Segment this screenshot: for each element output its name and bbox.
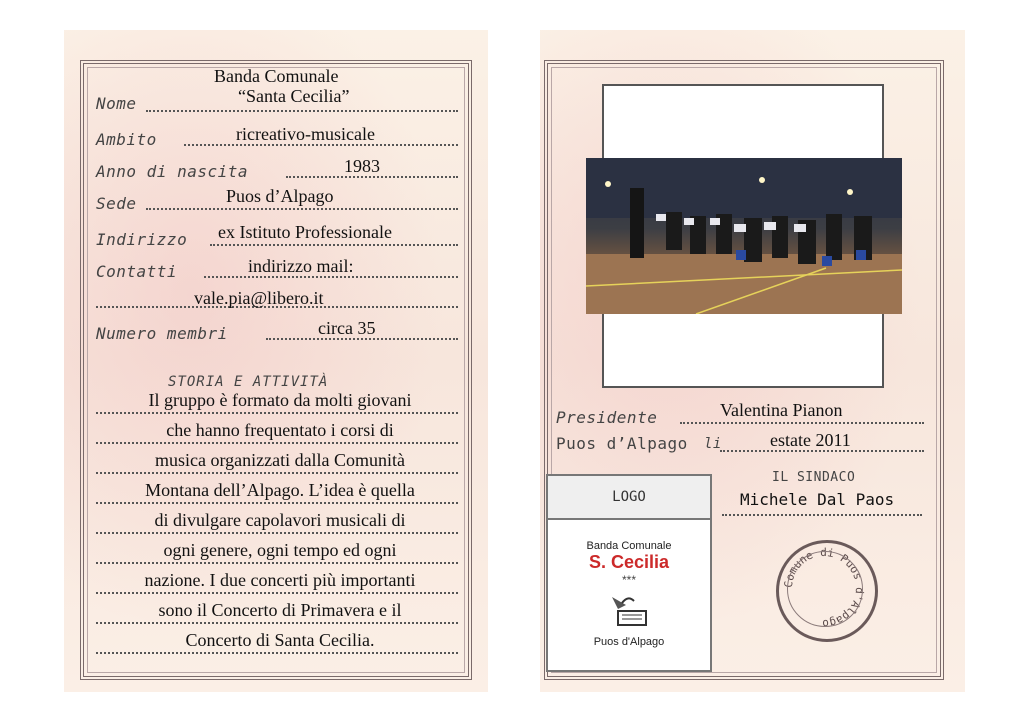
logo-box <box>546 474 712 672</box>
data-value: estate 2011 <box>770 430 851 450</box>
logo-line-3: Puos d'Alpago <box>593 636 665 648</box>
indirizzo-value: ex Istituto Professionale <box>218 222 392 242</box>
indirizzo-dots <box>210 244 458 246</box>
logo-stars: *** <box>621 573 636 587</box>
membri-value: circa 35 <box>318 318 376 338</box>
logo-line-1: Banda Comunale <box>586 540 672 552</box>
contatti-label: Contatti <box>96 262 178 281</box>
storia-line: che hanno frequentato i corsi di <box>166 420 394 440</box>
storia-dots <box>96 442 458 444</box>
nome-label: Nome <box>96 94 137 113</box>
storia-dots <box>96 532 458 534</box>
nome-value-1: Banda Comunale <box>214 66 339 86</box>
presidente-value: Valentina Pianon <box>720 400 843 420</box>
storia-dots <box>96 652 458 654</box>
sindaco-dots <box>722 514 922 516</box>
svg-text:Comune di Puos d'Alpago: Comune di Puos d'Alpago <box>781 545 867 631</box>
pipe-organ-icon <box>604 589 654 629</box>
contatti-value-1: indirizzo mail: <box>248 256 354 276</box>
storia-line: musica organizzati dalla Comunità <box>154 450 406 470</box>
anno-label: Anno di nascita <box>96 162 248 181</box>
sede-value: Puos d’Alpago <box>226 186 334 206</box>
contatti-value-2: vale.pia@libero.it <box>194 288 324 308</box>
card-back <box>540 30 965 692</box>
anno-value: 1983 <box>344 156 380 176</box>
band-rehearsal-photo <box>586 158 902 314</box>
storia-dots <box>96 622 458 624</box>
storia-dots <box>96 592 458 594</box>
card-front <box>64 30 488 692</box>
storia-line: Concerto di Santa Cecilia. <box>185 630 375 650</box>
ambito-label: Ambito <box>96 130 157 149</box>
li-label: li <box>704 436 722 452</box>
ambito-value: ricreativo-musicale <box>236 124 375 144</box>
sindaco-value: Michele Dal Paos <box>740 490 895 509</box>
nome-dots <box>146 110 458 112</box>
membri-label: Numero membri <box>96 324 228 343</box>
storia-dots <box>96 412 458 414</box>
storia-dots <box>96 472 458 474</box>
sindaco-label: IL SINDACO <box>772 470 856 485</box>
storia-line: di divulgare capolavori musicali di <box>154 510 406 530</box>
storia-line: Montana dell’Alpago. L’idea è quella <box>145 480 415 500</box>
storia-line: Il gruppo è formato da molti giovani <box>148 390 412 410</box>
luogo-label: Puos d’Alpago <box>556 434 688 453</box>
municipal-stamp <box>776 540 878 642</box>
sede-dots <box>146 208 458 210</box>
storia-title: STORIA E ATTIVITÀ <box>168 374 329 390</box>
storia-dots <box>96 562 458 564</box>
sede-label: Sede <box>96 194 137 213</box>
logo-line-2: S. Cecilia <box>588 552 670 572</box>
storia-line: nazione. I due concerti più importanti <box>144 570 416 590</box>
storia-line: sono il Concerto di Primavera e il <box>158 600 402 620</box>
storia-dots <box>96 502 458 504</box>
presidente-dots <box>680 422 924 424</box>
nome-value-2: “Santa Cecilia” <box>238 86 350 106</box>
storia-line: ogni genere, ogni tempo ed ogni <box>163 540 397 560</box>
indirizzo-label: Indirizzo <box>96 230 188 249</box>
presidente-label: Presidente <box>556 408 658 427</box>
logo-header: LOGO <box>548 476 710 520</box>
